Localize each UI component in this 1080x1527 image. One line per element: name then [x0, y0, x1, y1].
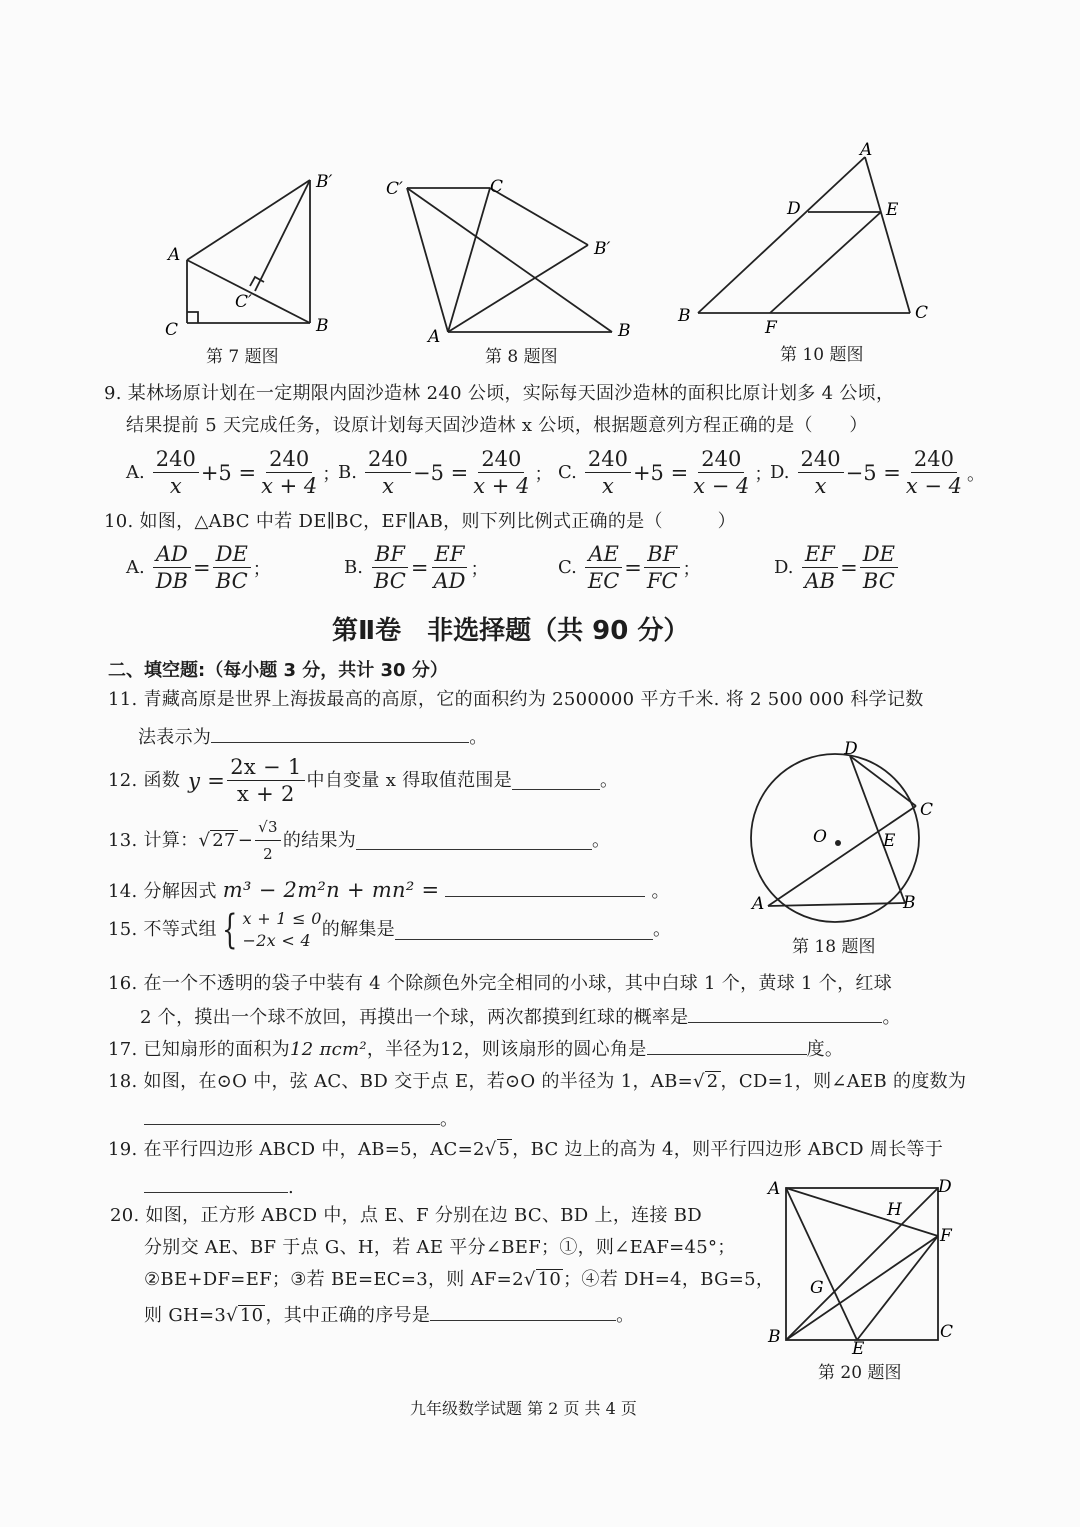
- q19-answer-blank: [144, 1174, 288, 1193]
- q9-option-a: A. $\frac{240}{x}$ +5 = $\frac{240}{x + 4}$ ；: [126, 447, 341, 498]
- fig20-label-h: H: [887, 1200, 902, 1220]
- q14-answer-blank: [445, 878, 645, 897]
- part2-subtitle: 二、填空题:（每小题 3 分，共计 30 分）: [108, 660, 448, 681]
- q10-option-b: B. $\frac{BF}{BC}$ = $\frac{EF}{AD}$ ；: [344, 542, 489, 593]
- q9-option-b: B. $\frac{240}{x}$ −5 = $\frac{240}{x + 4}$ ；: [338, 447, 553, 498]
- fig10-label-a: A: [860, 140, 873, 160]
- q16-answer-blank: [688, 1004, 882, 1023]
- fig7-label-b2: B′: [316, 172, 333, 192]
- q18-answer-blank: [144, 1106, 440, 1125]
- figure-18: [740, 738, 950, 928]
- q9-line2: 结果提前 5 天完成任务，设原计划每天固沙造林 x 公顷，根据题意列方程正确的是（ ）: [126, 415, 868, 436]
- fig7-label-c: C: [165, 320, 179, 340]
- fig7-label-c2: C′: [235, 292, 252, 312]
- q9-option-c: C. $\frac{240}{x}$ +5 = $\frac{240}{x - 4}$ ；: [558, 447, 773, 498]
- fig20-caption: 第 20 题图: [818, 1363, 902, 1383]
- q9-option-d: D. $\frac{240}{x}$ −5 = $\frac{240}{x - 4}$ 。: [770, 447, 985, 498]
- q10-stem: 10. 如图，△ABC 中若 DE∥BC，EF∥AB，则下列比例式正确的是（ ）: [104, 511, 736, 532]
- q20-answer-blank: [430, 1302, 616, 1321]
- fig10-label-b: B: [678, 306, 691, 326]
- q19: 19. 在平行四边形 ABCD 中，AB=5，AC=2√ 5 ，BC 边上的高为 4，则平行四边形 ABCD 周长等于: [108, 1139, 944, 1160]
- q20-line2: 分别交 AE、BF 于点 G、H，若 AE 平分∠BEF；①，则∠EAF=45°；: [144, 1237, 736, 1258]
- fig10-label-e: E: [886, 200, 899, 220]
- q18-line2: 。: [144, 1106, 458, 1132]
- fig18-label-a: A: [752, 894, 765, 914]
- fig20-label-f: F: [940, 1226, 952, 1246]
- fig8-label-c2: C′: [386, 179, 403, 199]
- q9-line1: 9. 某林场原计划在一定期限内固沙造林 240 公顷，实际每天固沙造林的面积比原计划多 4 公顷，: [104, 383, 895, 404]
- fig10-caption: 第 10 题图: [780, 345, 864, 365]
- q20-line3: ②BE+DF=EF；③若 BE=EC=3，则 AF=2√ 10 ；④若 DH=4，BG=5，: [144, 1269, 775, 1290]
- fig10-label-d: D: [787, 199, 801, 219]
- fig8-label-b2: B′: [594, 239, 611, 259]
- q15: 15. 不等式组 { x + 1 ≤ 0 −2x < 4 的解集是 。: [108, 907, 672, 953]
- q16-line1: 16. 在一个不透明的袋子中装有 4 个除颜色外完全相同的小球，其中白球 1 个，黄球 1 个，红球: [108, 973, 893, 994]
- fig18-label-e: E: [883, 831, 896, 851]
- q12-answer-blank: [512, 771, 600, 790]
- q20-line4: 则 GH=3√ 10 ，其中正确的序号是 。: [144, 1302, 634, 1328]
- fig7-caption: 第 7 题图: [206, 347, 279, 367]
- fig8-label-c: C: [490, 177, 504, 197]
- q17: 17. 已知扇形的面积为12 πcm²，半径为12，则该扇形的圆心角是 度。: [108, 1036, 843, 1062]
- fig20-label-g: G: [810, 1278, 824, 1298]
- q13-answer-blank: [356, 831, 592, 850]
- page-footer: 九年级数学试题 第 2 页 共 4 页: [410, 1399, 637, 1418]
- fig20-label-c: C: [940, 1322, 954, 1342]
- q10-option-c: C. $\frac{AE}{EC}$ = $\frac{BF}{FC}$ ；: [558, 542, 701, 593]
- fig20-label-a: A: [768, 1179, 781, 1199]
- fig7-label-b: B: [316, 316, 329, 336]
- q10-option-a: A. $\frac{AD}{DB}$ = $\frac{DE}{BC}$ ；: [126, 542, 271, 593]
- fig8-caption: 第 8 题图: [485, 347, 558, 367]
- fig10-label-f: F: [765, 318, 777, 335]
- q18: 18. 如图，在⊙O 中，弦 AC、BD 交于点 E，若⊙O 的半径为 1，AB=√ 2 ，CD=1，则∠AEB 的度数为: [108, 1071, 967, 1092]
- q11-answer-blank: [211, 724, 469, 743]
- q19-line2: .: [144, 1174, 294, 1200]
- fig8-label-b: B: [618, 321, 631, 341]
- figure-10: [670, 135, 940, 335]
- figure-20: [760, 1172, 970, 1362]
- fig20-label-e: E: [852, 1339, 865, 1359]
- q12: 12. 函数 y = $\frac{2x - 1}{x + 2}$ 中自变量 x 得取值范围是 。: [108, 755, 619, 806]
- part2-title: 第Ⅱ卷 非选择题（共 90 分）: [332, 616, 690, 646]
- fig18-label-o: O: [813, 827, 827, 847]
- q16-line2: 2 个，摸出一个球不放回，再摸出一个球，两次都摸到红球的概率是 。: [140, 1004, 901, 1030]
- fig7-label-a: A: [168, 245, 181, 265]
- fig20-label-d: D: [938, 1177, 952, 1197]
- figure-7: [160, 165, 340, 345]
- fig18-label-b: B: [903, 893, 916, 913]
- q11-line2: 法表示为 。: [138, 724, 488, 750]
- q13: 13. 计算： √ 27 − $\frac{√3}{2}$ 的结果为 。: [108, 814, 610, 867]
- fig20-label-b: B: [768, 1327, 781, 1347]
- figure-8: [380, 170, 640, 350]
- fig18-label-c: C: [920, 800, 934, 820]
- fig10-label-c: C: [915, 303, 929, 323]
- fig18-caption: 第 18 题图: [792, 937, 876, 957]
- q17-answer-blank: [647, 1036, 807, 1055]
- fig18-label-d: D: [844, 739, 858, 759]
- q15-answer-blank: [395, 921, 653, 940]
- q10-option-d: D. $\frac{EF}{AB}$ = $\frac{DE}{BC}$: [774, 541, 900, 594]
- fig8-label-a: A: [428, 327, 441, 347]
- q20-line1: 20. 如图，正方形 ABCD 中，点 E、F 分别在边 BC、BD 上，连接 BD: [110, 1205, 703, 1226]
- q11-line1: 11. 青藏高原是世界上海拔最高的高原，它的面积约为 2500000 平方千米. 将 2 500 000 科学记数: [108, 689, 924, 710]
- q14: 14. 分解因式 m³ − 2m²n + mn² = 。: [108, 878, 670, 902]
